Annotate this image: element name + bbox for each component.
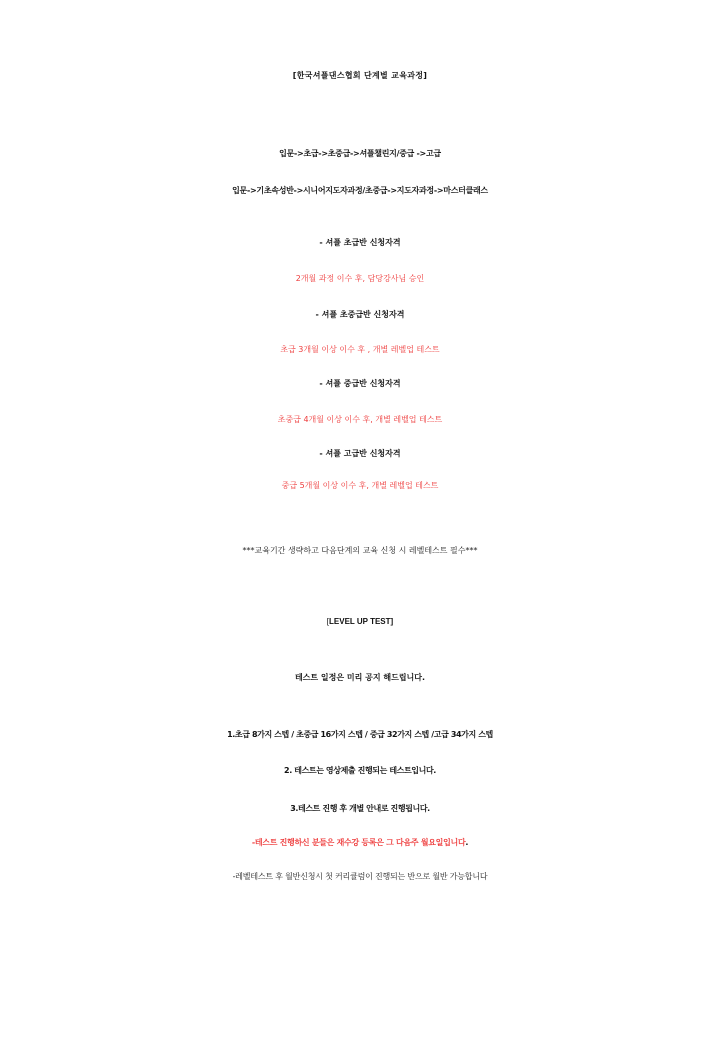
warning-text: -테스트 진행하신 분들은 재수강 등록은 그 다음주 월요일입니다 (251, 838, 466, 847)
level-test-title (0, 617, 720, 627)
re-registration-warning (0, 838, 720, 848)
level-test-notice: ***교육기간 생략하고 다음단계의 교육 신청 시 레벨테스트 필수*** (242, 546, 478, 555)
requirement-heading-beginner: - 셔플 초급반 신청자격 (319, 238, 401, 247)
level-test-step-2: 2. 테스트는 영상제출 진행되는 테스트입니다. (284, 766, 436, 775)
requirement-note-intermediate: 초중급 4개월 이상 이수 후, 개별 레벨업 테스트 (277, 415, 443, 424)
level-test-step-3: 3.테스트 진행 후 개별 안내로 진행됩니다. (290, 804, 430, 813)
requirement-heading-intermediate: - 셔플 중급반 신청자격 (319, 379, 401, 388)
level-test-subtitle: 테스트 일정은 미리 공지 해드립니다. (294, 673, 426, 682)
requirement-heading-lower-intermediate: - 셔플 초중급반 신청자격 (315, 310, 405, 319)
level-test-title-text: LEVEL UP TEST (329, 617, 391, 626)
open-bracket: [ (326, 617, 330, 626)
course-path-instructor: 입문->기초속성반->시니어지도자과정/초중급->지도자과정->마스터클래스 (232, 186, 488, 195)
course-path-regular: 입문->초급->초중급->셔플챌린지/중급 ->고급 (279, 149, 441, 158)
requirement-heading-advanced: - 셔플 고급반 신청자격 (319, 449, 401, 458)
level-skip-note: -레벨테스트 후 월반신청시 첫 커리큘럼이 진행되는 반으로 월반 가능합니다 (232, 872, 488, 881)
requirement-note-advanced: 중급 5개월 이상 이수 후, 개별 레벨업 테스트 (281, 481, 439, 490)
close-bracket: ] (390, 617, 394, 626)
level-test-step-1: 1.초급 8가지 스텝 / 초중급 16가지 스텝 / 중급 32가지 스텝 /고급 34가지 스텝 (227, 730, 493, 739)
page-title: [한국셔플댄스협회 단계별 교육과정] (292, 71, 428, 80)
requirement-note-lower-intermediate: 초급 3개월 이상 이수 후 , 개별 레벨업 테스트 (280, 345, 440, 354)
requirement-note-beginner: 2개월 과정 이수 후, 담당강사님 승인 (295, 274, 425, 283)
warning-period: . (465, 838, 469, 847)
